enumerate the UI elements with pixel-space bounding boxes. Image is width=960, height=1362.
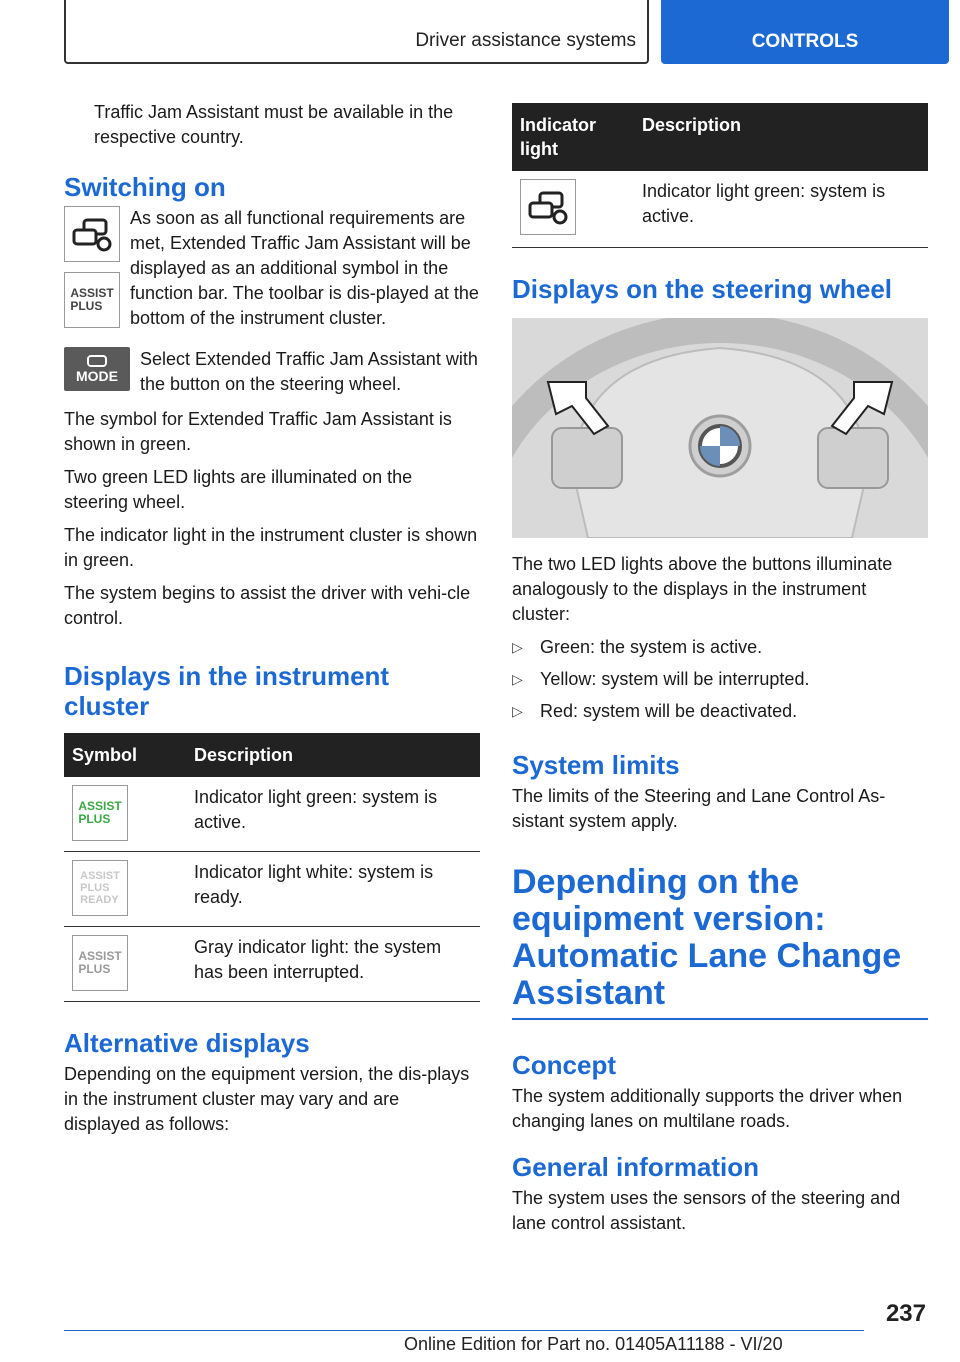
assist-plus-gray-icon: ASSIST PLUS	[72, 935, 128, 991]
concept-heading: Concept	[512, 1050, 616, 1080]
table-header-description: Description	[186, 733, 480, 777]
traffic-jam-assistant-icon	[64, 206, 120, 262]
table-header-indicator: Indicator light	[512, 103, 634, 171]
lane-change-heading: Depending on the equipment version: Automatic Lane Change Assistant	[512, 864, 928, 1020]
steering-wheel-text: The two LED lights above the buttons illuminate analogously to the displays in the instrument cluster:	[512, 554, 893, 624]
footer-rule	[64, 1330, 864, 1331]
table-row	[64, 777, 480, 852]
list-item: ▷ Red: system will be deactivated.	[512, 699, 928, 724]
left-column	[64, 100, 480, 1145]
table-row	[64, 852, 480, 927]
general-info-text: The system uses the sensors of the steering and lane control assistant.	[512, 1188, 901, 1233]
traffic-jam-green-icon	[520, 179, 576, 235]
table-header-description: Description	[634, 103, 928, 171]
symbol-table	[64, 733, 480, 1002]
row-description: Gray indicator light: the system has been interrupted.	[186, 927, 480, 1002]
row-description: Indicator light green: system is active.	[186, 777, 480, 852]
displays-instrument-heading: Displays in the instrument cluster	[64, 661, 390, 721]
triangle-bullet-icon: ▷	[512, 671, 523, 687]
intro-text: Traffic Jam Assistant must be available in the respective country.	[94, 102, 454, 147]
general-info-heading: General information	[512, 1152, 760, 1182]
list-item: ▷ Green: the system is active.	[512, 635, 928, 660]
alternative-displays-heading: Alternative displays	[64, 1028, 310, 1058]
assist-plus-icon: ASSIST PLUS	[64, 272, 120, 328]
system-limits-text: The limits of the Steering and Lane Control As‐sistant system apply.	[512, 786, 886, 831]
indicator-table	[512, 103, 928, 248]
page-number: 237	[885, 1300, 926, 1327]
list-item: ▷ Yellow: system will be interrupted.	[512, 667, 928, 692]
para-2: Two green LED lights are illuminated on the steering wheel.	[64, 467, 413, 512]
concept-text: The system additionally supports the driver when changing lanes on multilane roads.	[512, 1086, 903, 1131]
steering-wheel-image	[512, 318, 928, 538]
assist-plus-green-icon: ASSIST PLUS	[72, 785, 128, 841]
row-description: Indicator light green: system is active.	[634, 171, 928, 248]
table-row	[64, 927, 480, 1002]
table-header-symbol: Symbol	[64, 733, 186, 777]
section-title: Driver assistance systems	[415, 30, 636, 51]
switching-on-block	[64, 206, 480, 331]
switching-on-text: As soon as all functional requirements are met, Extended Traffic Jam Assistant will be displayed as an additional symbol in the function bar. The toolbar is dis‐played at the bottom of the instrument cluster.	[130, 208, 479, 328]
mode-button-icon: MODE	[64, 347, 130, 391]
table-row	[512, 171, 928, 248]
alternative-displays-text: Depending on the equipment version, the dis‐plays in the instrument cluster may vary and are displayed as follows:	[64, 1064, 470, 1134]
para-3: The indicator light in the instrument cluster is shown in green.	[64, 525, 478, 570]
para-4: The system begins to assist the driver with vehi‐cle control.	[64, 583, 471, 628]
triangle-bullet-icon: ▷	[512, 703, 523, 719]
status-list	[512, 635, 928, 724]
right-column	[512, 103, 928, 1244]
mode-text: Select Extended Traffic Jam Assistant with the button on the steering wheel.	[140, 349, 478, 394]
mode-block	[64, 347, 480, 397]
assist-plus-ready-white-icon: ASSIST PLUS READY	[72, 860, 128, 916]
system-limits-heading: System limits	[512, 750, 680, 780]
para-1: The symbol for Extended Traffic Jam Assistant is shown in green.	[64, 409, 452, 454]
row-description: Indicator light white: system is ready.	[186, 852, 480, 927]
controls-tab[interactable]: CONTROLS	[661, 0, 949, 64]
footer-edition: Online Edition for Part no. 01405A11188 - VI/20	[404, 1334, 783, 1354]
switching-on-heading: Switching on	[64, 172, 226, 202]
steering-wheel-heading: Displays on the steering wheel	[512, 274, 892, 304]
triangle-bullet-icon: ▷	[512, 639, 523, 655]
